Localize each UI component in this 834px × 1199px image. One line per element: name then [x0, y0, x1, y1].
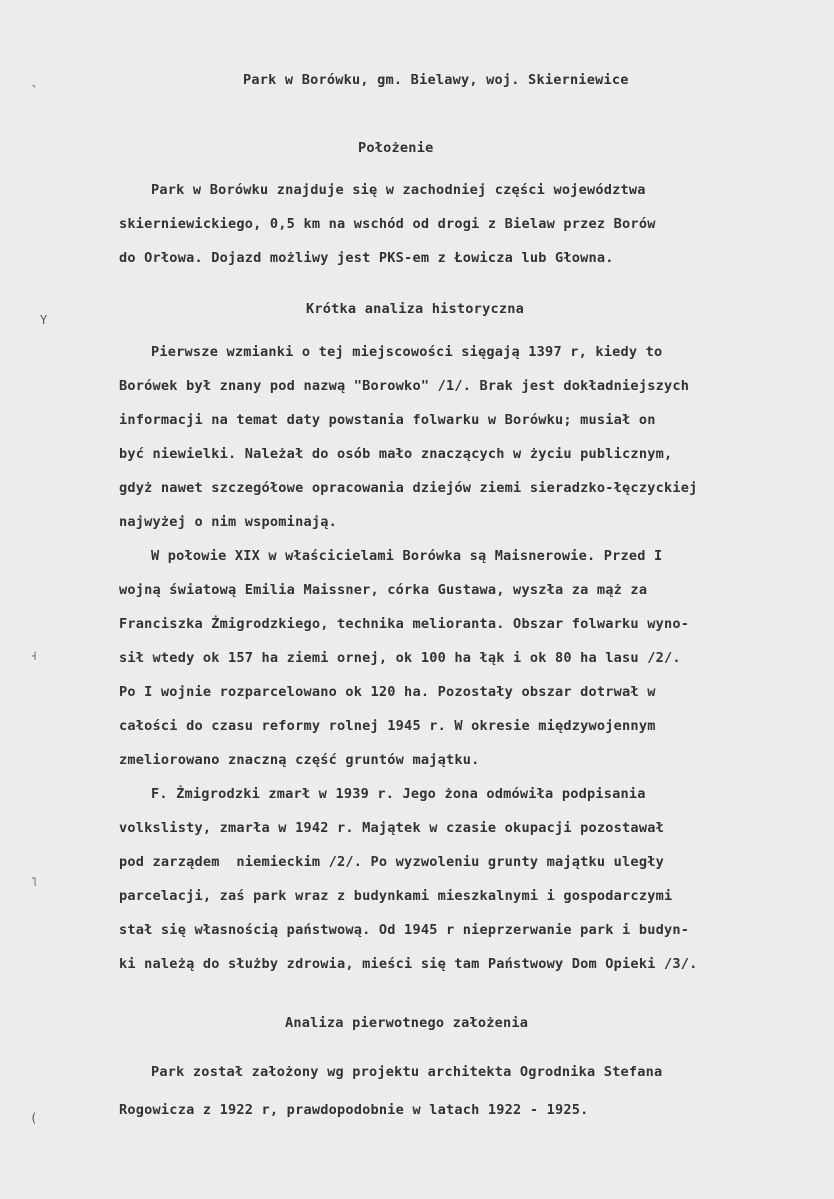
- margin-mark: ˧: [30, 649, 38, 663]
- text-line: parcelacji, zaś park wraz z budynkami mieszkalnymi i gospodarczymi: [119, 888, 673, 904]
- text-line: informacji na temat daty powstania folwarku w Borówku; musiał on: [119, 412, 656, 428]
- margin-mark: (: [30, 1111, 38, 1125]
- section-heading: Analiza pierwotnego założenia: [285, 1015, 529, 1031]
- text-line: sił wtedy ok 157 ha ziemi ornej, ok 100 ha łąk i ok 80 ha lasu /2/.: [119, 650, 681, 666]
- text-line: volkslisty, zmarła w 1942 r. Majątek w czasie okupacji pozostawał: [119, 820, 664, 836]
- text-line: wojną światową Emilia Maissner, córka Gustawa, wyszła za mąż za: [119, 582, 648, 598]
- text-line: najwyżej o nim wspominają.: [119, 514, 337, 530]
- text-line: pod zarządem niemieckim /2/. Po wyzwoleniu grunty majątku uległy: [119, 854, 664, 870]
- text-line: gdyż nawet szczegółowe opracowania dziejów ziemi sieradzko-łęczyckiej: [119, 480, 698, 496]
- text-line: F. Żmigrodzki zmarł w 1939 r. Jego żona odmówiła podpisania: [151, 786, 646, 802]
- text-line: Po I wojnie rozparcelowano ok 120 ha. Pozostały obszar dotrwał w: [119, 684, 656, 700]
- text-line: zmeliorowano znaczną część gruntów majątku.: [119, 752, 480, 768]
- margin-mark: ˺: [30, 83, 38, 97]
- text-line: Park został założony wg projektu architekta Ogrodnika Stefana: [151, 1064, 663, 1080]
- text-line: być niewielki. Należał do osób mało znaczących w życiu publicznym,: [119, 446, 673, 462]
- text-line: stał się własnością państwową. Od 1945 r nieprzerwanie park i budyn-: [119, 922, 690, 938]
- text-line: Rogowicza z 1922 r, prawdopodobnie w latach 1922 - 1925.: [119, 1102, 589, 1118]
- text-line: Franciszka Żmigrodzkiego, technika melioranta. Obszar folwarku wyno-: [119, 616, 690, 632]
- document-title: Park w Borówku, gm. Bielawy, woj. Skierniewice: [243, 72, 629, 88]
- text-line: W połowie XIX w właścicielami Borówka są Maisnerowie. Przed I: [151, 548, 663, 564]
- text-line: całości do czasu reformy rolnej 1945 r. W okresie międzywojennym: [119, 718, 656, 734]
- section-heading: Położenie: [358, 140, 434, 156]
- section-heading: Krótka analiza historyczna: [306, 301, 524, 317]
- text-line: Park w Borówku znajduje się w zachodniej części województwa: [151, 182, 646, 198]
- text-line: skierniewickiego, 0,5 km na wschód od drogi z Bielaw przez Borów: [119, 216, 656, 232]
- text-line: Borówek był znany pod nazwą "Borowko" /1/. Brak jest dokładniejszych: [119, 378, 690, 394]
- margin-mark: Y: [40, 313, 48, 327]
- text-line: Pierwsze wzmianki o tej miejscowości sięgają 1397 r, kiedy to: [151, 344, 663, 360]
- margin-mark: ˥: [30, 875, 38, 889]
- text-line: do Orłowa. Dojazd możliwy jest PKS-em z Łowicza lub Głowna.: [119, 250, 614, 266]
- text-line: ki należą do służby zdrowia, mieści się tam Państwowy Dom Opieki /3/.: [119, 956, 698, 972]
